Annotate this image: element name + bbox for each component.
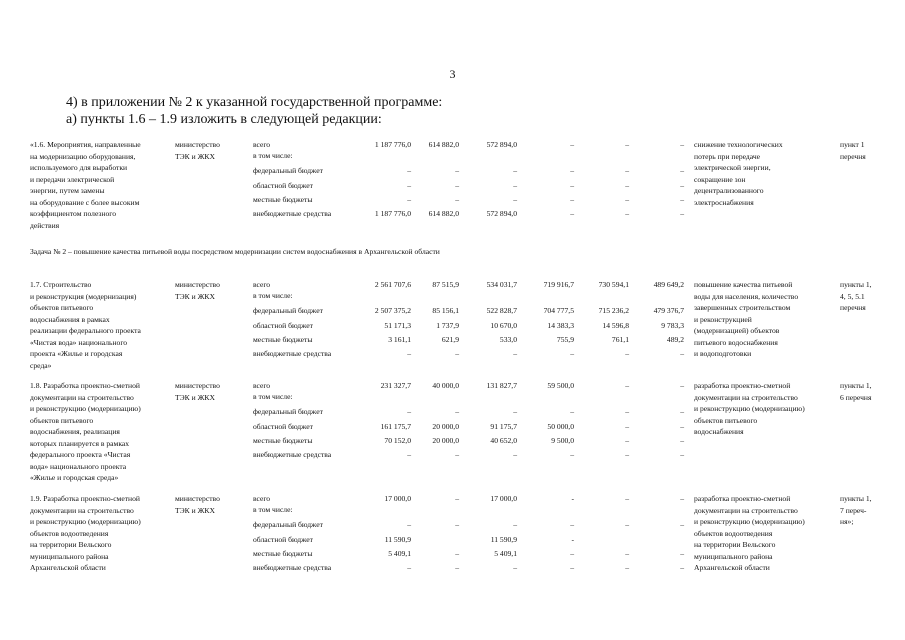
action-cell-line: и реконструкция (модернизация) bbox=[30, 291, 137, 301]
amount-cell: 10 670,0 bbox=[490, 321, 517, 330]
amount-cell: - bbox=[571, 494, 574, 503]
result-cell bbox=[694, 380, 836, 438]
amount-cell: – bbox=[625, 436, 629, 445]
amount-cell: – bbox=[407, 181, 411, 190]
amount-cell: – bbox=[625, 520, 629, 529]
amount-cell: – bbox=[625, 140, 629, 149]
amount-cell: 40 652,0 bbox=[490, 436, 517, 445]
result-cell-line: потерь при передаче bbox=[694, 151, 761, 161]
action-cell-line: водоснабжения, реализация bbox=[30, 427, 120, 436]
amount-cell: – bbox=[680, 436, 684, 445]
result-cell-line: разработка проектно-сметной bbox=[694, 381, 791, 390]
amount-cell: – bbox=[680, 520, 684, 529]
amount-cell: – bbox=[680, 563, 684, 572]
result-cell-line: и реконструкцию (модернизацию) bbox=[694, 404, 805, 413]
amount-cell: – bbox=[625, 195, 629, 204]
action-cell bbox=[30, 279, 175, 371]
amount-cell: – bbox=[407, 520, 411, 529]
result-cell-line: электрической энергии, bbox=[694, 163, 771, 172]
action-cell-line: на модернизацию оборудования, bbox=[30, 151, 136, 161]
amount-cell: – bbox=[570, 166, 574, 175]
amount-cell: - bbox=[571, 535, 574, 544]
action-cell-line: Архангельской области bbox=[30, 563, 106, 572]
funding-source-label: областной бюджет bbox=[253, 535, 313, 544]
result-cell-line: сокращение зон bbox=[694, 174, 746, 184]
amount-cell: – bbox=[680, 181, 684, 190]
amount-cell: 572 894,0 bbox=[486, 140, 517, 149]
action-cell-line: коэффициентом полезного bbox=[30, 209, 117, 218]
amount-cell: 50 000,0 bbox=[547, 422, 574, 431]
reference-cell-line: 7 переч- bbox=[840, 505, 867, 515]
action-cell-line: 1.8. Разработка проектно-сметной bbox=[30, 381, 140, 390]
amount-cell: 522 828,7 bbox=[486, 306, 517, 315]
task-heading: Задача № 2 – повышение качества питьевой воды посредством модернизации систем водоснабжения в Архангельской области bbox=[30, 247, 440, 256]
funding-source-label: в том числе: bbox=[253, 291, 293, 300]
amount-cell: 730 594,1 bbox=[598, 280, 629, 289]
amount-cell: 85 156,1 bbox=[432, 306, 459, 315]
action-cell-line: на оборудование с более высоким bbox=[30, 197, 140, 207]
action-cell-line: «Чистая вода» национального bbox=[30, 337, 128, 347]
action-cell-line: федерального проекта «Чистая bbox=[30, 450, 131, 459]
amount-cell: 231 327,7 bbox=[380, 381, 411, 390]
amount-cell: 5 409,1 bbox=[494, 549, 517, 558]
amount-cell: – bbox=[625, 407, 629, 416]
reference-cell-line: пункты 1, bbox=[840, 494, 872, 503]
amount-cell: – bbox=[680, 195, 684, 204]
amount-cell: – bbox=[680, 450, 684, 459]
amount-cell: 87 515,9 bbox=[432, 280, 459, 289]
heading-line-1: 4) в приложении № 2 к указанной государственной программе: bbox=[66, 95, 443, 110]
result-cell-line: и реконструкцией bbox=[694, 314, 752, 324]
funding-source-label: федеральный бюджет bbox=[253, 520, 323, 529]
amount-cell: – bbox=[407, 563, 411, 572]
amount-cell: – bbox=[680, 381, 684, 390]
amount-cell: 11 590,9 bbox=[384, 535, 411, 544]
result-cell-line: повышение качества питьевой bbox=[694, 280, 793, 289]
result-cell bbox=[694, 139, 836, 208]
funding-source-label: областной бюджет bbox=[253, 422, 313, 431]
agency-cell bbox=[175, 493, 253, 516]
amount-cell: – bbox=[455, 195, 459, 204]
amount-cell: – bbox=[680, 140, 684, 149]
page-number: 3 bbox=[449, 67, 456, 81]
amount-cell: 11 590,9 bbox=[490, 535, 517, 544]
funding-source-label: всего bbox=[253, 381, 271, 390]
action-cell-line: реализации федерального проекта bbox=[30, 326, 141, 335]
amount-cell: 14 383,3 bbox=[547, 321, 574, 330]
funding-source-label: всего bbox=[253, 280, 271, 289]
agency-cell-line: ТЭК и ЖКХ bbox=[175, 392, 215, 402]
result-cell bbox=[694, 493, 836, 574]
amount-cell: – bbox=[570, 349, 574, 358]
amount-cell: 534 031,7 bbox=[486, 280, 517, 289]
amount-cell: – bbox=[455, 181, 459, 190]
funding-source-label: местные бюджеты bbox=[253, 195, 313, 204]
action-cell-line: среда» bbox=[30, 360, 52, 370]
amount-cell: – bbox=[625, 563, 629, 572]
amount-cell: 17 000,0 bbox=[490, 494, 517, 503]
reference-cell-line: 4, 5, 5.1 bbox=[840, 291, 865, 301]
amount-cell: 479 376,7 bbox=[653, 306, 684, 315]
funding-source-label: областной бюджет bbox=[253, 321, 313, 330]
amount-cell: 533,0 bbox=[499, 335, 517, 344]
reference-cell bbox=[840, 493, 900, 528]
amount-cell: 715 236,2 bbox=[598, 306, 629, 315]
amount-cell: – bbox=[625, 494, 629, 503]
action-cell-line: водоснабжения в рамках bbox=[30, 314, 110, 324]
amount-cell: 2 561 707,6 bbox=[374, 280, 411, 289]
funding-source-label: местные бюджеты bbox=[253, 436, 313, 445]
amount-cell: 70 152,0 bbox=[384, 436, 411, 445]
action-cell-line: «Жилье и городская среда» bbox=[30, 473, 119, 482]
result-cell-line: (модернизацией) объектов bbox=[694, 326, 780, 335]
amount-cell: 14 596,8 bbox=[602, 321, 629, 330]
amount-cell: – bbox=[455, 563, 459, 572]
action-cell-line: объектов питьевого bbox=[30, 415, 94, 425]
reference-cell bbox=[840, 380, 900, 403]
action-cell-line: действия bbox=[30, 220, 60, 230]
funding-source-label: местные бюджеты bbox=[253, 335, 313, 344]
funding-source-label: внебюджетные средства bbox=[253, 209, 332, 218]
result-cell-line: электроснабжения bbox=[694, 197, 754, 207]
result-cell bbox=[694, 279, 836, 360]
result-cell-line: и водоподготовки bbox=[694, 349, 752, 358]
action-cell-line: объектов питьевого bbox=[30, 303, 94, 312]
reference-cell-line: перечня bbox=[840, 151, 866, 161]
amount-cell: – bbox=[455, 494, 459, 503]
amount-cell: – bbox=[570, 140, 574, 149]
funding-source-label: внебюджетные средства bbox=[253, 349, 332, 358]
funding-source-label: в том числе: bbox=[253, 392, 293, 401]
funding-source-label: всего bbox=[253, 140, 271, 149]
amount-cell: 1 187 776,0 bbox=[374, 209, 411, 218]
amount-cell: – bbox=[570, 181, 574, 190]
reference-cell-line: перечня bbox=[840, 303, 866, 312]
amount-cell: – bbox=[455, 166, 459, 175]
action-cell bbox=[30, 380, 175, 484]
reference-cell-line: пункты 1, bbox=[840, 280, 872, 289]
result-cell-line: снижение технологических bbox=[694, 140, 783, 149]
reference-cell-line: пункты 1, bbox=[840, 381, 872, 390]
action-cell-line: вода» национального проекта bbox=[30, 461, 127, 471]
agency-cell-line: министерство bbox=[175, 494, 220, 503]
amount-cell: – bbox=[680, 209, 684, 218]
agency-cell-line: ТЭК и ЖКХ bbox=[175, 291, 215, 301]
amount-cell: – bbox=[570, 520, 574, 529]
amount-cell: – bbox=[625, 422, 629, 431]
amount-cell: 40 000,0 bbox=[432, 381, 459, 390]
agency-cell bbox=[175, 139, 253, 162]
amount-cell: – bbox=[625, 209, 629, 218]
amount-cell: 59 500,0 bbox=[547, 381, 574, 390]
amount-cell: – bbox=[625, 166, 629, 175]
result-cell-line: децентрализованного bbox=[694, 186, 764, 195]
amount-cell: – bbox=[455, 450, 459, 459]
amount-cell: 614 882,0 bbox=[428, 209, 459, 218]
amount-cell: 17 000,0 bbox=[384, 494, 411, 503]
result-cell-line: объектов питьевого bbox=[694, 415, 758, 425]
amount-cell: – bbox=[625, 381, 629, 390]
amount-cell: 489,2 bbox=[666, 335, 684, 344]
amount-cell: – bbox=[455, 407, 459, 416]
result-cell-line: документации на строительство bbox=[694, 505, 798, 515]
amount-cell: 3 161,1 bbox=[388, 335, 411, 344]
amount-cell: – bbox=[513, 520, 517, 529]
funding-source-label: областной бюджет bbox=[253, 181, 313, 190]
action-cell-line: используемого для выработки bbox=[30, 163, 128, 172]
amount-cell: 51 171,3 bbox=[384, 321, 411, 330]
result-cell-line: документации на строительство bbox=[694, 392, 798, 402]
action-cell-line: 1.9. Разработка проектно-сметной bbox=[30, 494, 140, 503]
amount-cell: 9 783,3 bbox=[661, 321, 684, 330]
amount-cell: – bbox=[680, 166, 684, 175]
amount-cell: – bbox=[680, 407, 684, 416]
amount-cell: – bbox=[513, 195, 517, 204]
amount-cell: – bbox=[570, 450, 574, 459]
action-cell-line: на территории Вельского bbox=[30, 540, 112, 549]
amount-cell: – bbox=[513, 450, 517, 459]
reference-cell-line: пункт 1 bbox=[840, 140, 865, 149]
amount-cell: – bbox=[570, 549, 574, 558]
action-cell-line: и реконструкцию (модернизацию) bbox=[30, 404, 141, 413]
agency-cell-line: ТЭК и ЖКХ bbox=[175, 151, 215, 161]
agency-cell bbox=[175, 380, 253, 403]
result-cell-line: водоснабжения bbox=[694, 427, 744, 436]
amount-cell: – bbox=[407, 195, 411, 204]
action-cell-line: 1.7. Строительство bbox=[30, 280, 92, 289]
funding-source-label: всего bbox=[253, 494, 271, 503]
amount-cell: 131 827,7 bbox=[486, 381, 517, 390]
action-cell-line: документации на строительство bbox=[30, 392, 134, 402]
amount-cell: – bbox=[513, 349, 517, 358]
amount-cell: 5 409,1 bbox=[388, 549, 411, 558]
funding-source-label: федеральный бюджет bbox=[253, 166, 323, 175]
amount-cell: – bbox=[407, 450, 411, 459]
result-cell-line: и реконструкцию (модернизацию) bbox=[694, 517, 805, 526]
result-cell-line: на территории Вельского bbox=[694, 540, 776, 549]
amount-cell: 20 000,0 bbox=[432, 436, 459, 445]
amount-cell: 719 916,7 bbox=[543, 280, 574, 289]
agency-cell-line: министерство bbox=[175, 280, 220, 289]
amount-cell: 1 737,9 bbox=[436, 321, 459, 330]
amount-cell: – bbox=[680, 422, 684, 431]
amount-cell: – bbox=[513, 166, 517, 175]
funding-source-label: в том числе: bbox=[253, 151, 293, 160]
action-cell-line: и передачи электрической bbox=[30, 174, 115, 184]
funding-source-label: местные бюджеты bbox=[253, 549, 313, 558]
action-cell-line: проекта «Жилье и городская bbox=[30, 349, 123, 358]
amount-cell: 2 507 375,2 bbox=[374, 306, 411, 315]
amount-cell: – bbox=[680, 494, 684, 503]
amount-cell: 614 882,0 bbox=[428, 140, 459, 149]
funding-source-label: в том числе: bbox=[253, 505, 293, 514]
amount-cell: – bbox=[407, 166, 411, 175]
action-cell-line: муниципального района bbox=[30, 551, 109, 561]
funding-source-label: федеральный бюджет bbox=[253, 407, 323, 416]
amount-cell: – bbox=[455, 549, 459, 558]
action-cell-line: документации на строительство bbox=[30, 505, 134, 515]
amount-cell: 161 175,7 bbox=[380, 422, 411, 431]
funding-source-label: федеральный бюджет bbox=[253, 306, 323, 315]
amount-cell: – bbox=[680, 349, 684, 358]
amount-cell: – bbox=[625, 349, 629, 358]
amount-cell: – bbox=[513, 407, 517, 416]
result-cell-line: завершенных строительством bbox=[694, 303, 791, 312]
amount-cell: – bbox=[455, 520, 459, 529]
reference-cell bbox=[840, 139, 900, 162]
amount-cell: – bbox=[570, 563, 574, 572]
amount-cell: 91 175,7 bbox=[490, 422, 517, 431]
result-cell-line: муниципального района bbox=[694, 551, 773, 561]
amount-cell: 704 777,5 bbox=[543, 306, 574, 315]
amount-cell: 20 000,0 bbox=[432, 422, 459, 431]
action-cell bbox=[30, 493, 175, 574]
agency-cell-line: министерство bbox=[175, 140, 220, 149]
amount-cell: – bbox=[570, 209, 574, 218]
result-cell-line: объектов водоотведения bbox=[694, 528, 773, 538]
action-cell-line: и реконструкцию (модернизацию) bbox=[30, 517, 141, 526]
amount-cell: – bbox=[570, 195, 574, 204]
agency-cell-line: ТЭК и ЖКХ bbox=[175, 505, 215, 515]
action-cell-line: объектов водоотведения bbox=[30, 528, 109, 538]
amount-cell: – bbox=[625, 450, 629, 459]
amount-cell: 621,9 bbox=[441, 335, 459, 344]
amount-cell: – bbox=[570, 407, 574, 416]
amount-cell: – bbox=[625, 549, 629, 558]
amount-cell: – bbox=[513, 563, 517, 572]
amount-cell: 755,9 bbox=[556, 335, 574, 344]
amount-cell: 761,1 bbox=[611, 335, 629, 344]
reference-cell bbox=[840, 279, 900, 314]
agency-cell bbox=[175, 279, 253, 302]
action-cell-line: энергии, путем замены bbox=[30, 186, 105, 195]
reference-cell-line: 6 перечня bbox=[840, 392, 872, 402]
funding-source-label: внебюджетные средства bbox=[253, 450, 332, 459]
amount-cell: 9 500,0 bbox=[551, 436, 574, 445]
amount-cell: – bbox=[407, 407, 411, 416]
result-cell-line: питьевого водоснабжения bbox=[694, 337, 778, 347]
amount-cell: – bbox=[625, 181, 629, 190]
reference-cell-line: ня»; bbox=[840, 517, 854, 526]
funding-source-label: внебюджетные средства bbox=[253, 563, 332, 572]
result-cell-line: Архангельской области bbox=[694, 563, 770, 572]
action-cell-line: которых планируется в рамках bbox=[30, 438, 130, 448]
amount-cell: – bbox=[680, 549, 684, 558]
result-cell-line: разработка проектно-сметной bbox=[694, 494, 791, 503]
action-cell-line: «1.6. Мероприятия, направленные bbox=[30, 140, 141, 149]
amount-cell: 489 649,2 bbox=[653, 280, 684, 289]
agency-cell-line: министерство bbox=[175, 381, 220, 390]
amount-cell: – bbox=[513, 181, 517, 190]
amount-cell: 1 187 776,0 bbox=[374, 140, 411, 149]
amount-cell: 572 894,0 bbox=[486, 209, 517, 218]
action-cell bbox=[30, 139, 175, 231]
amount-cell: – bbox=[407, 349, 411, 358]
result-cell-line: воды для населения, количество bbox=[694, 291, 799, 301]
amount-cell: – bbox=[455, 349, 459, 358]
heading-line-2: а) пункты 1.6 – 1.9 изложить в следующей редакции: bbox=[66, 112, 382, 127]
